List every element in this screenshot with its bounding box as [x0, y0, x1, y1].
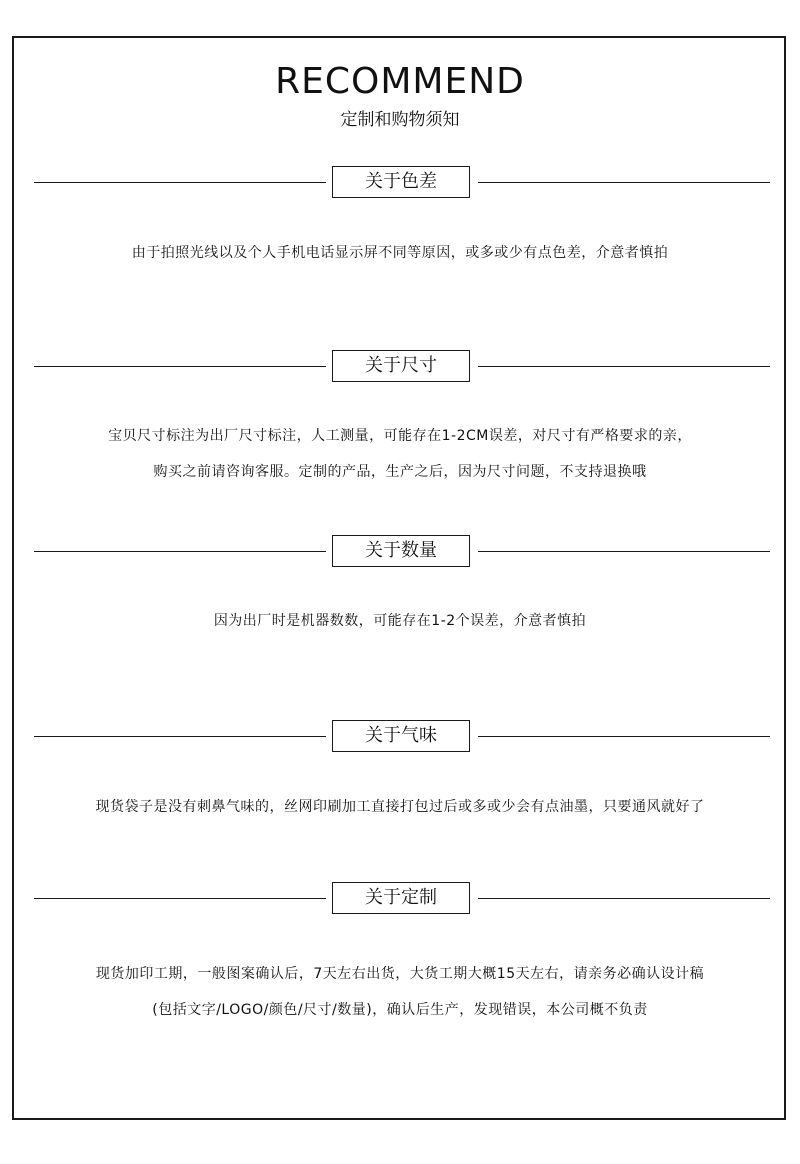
section-heading: 关于定制: [332, 882, 470, 914]
section-text-line: 现货袋子是没有刺鼻气味的，丝网印刷加工直接打包过后或多或少会有点油墨，只要通风就好了: [95, 799, 705, 815]
section-text-line: 由于拍照光线以及个人手机电话显示屏不同等原因，或多或少有点色差，介意者慎拍: [131, 245, 669, 261]
divider-left: [34, 551, 326, 552]
section-body-odor: [24, 789, 776, 825]
section-body-size: [24, 418, 776, 490]
divider-left: [34, 736, 326, 737]
section-text-line: 因为出厂时是机器数数，可能存在1-2个误差，介意者慎拍: [213, 613, 587, 629]
section-text-line: 购买之前请咨询客服。定制的产品，生产之后，因为尺寸问题，不支持退换哦: [153, 464, 647, 480]
section-header-odor: [0, 720, 800, 754]
divider-right: [478, 182, 770, 183]
section-text-line: 宝贝尺寸标注为出厂尺寸标注，人工测量，可能存在1-2CM误差，对尺寸有严格要求的亲，: [108, 428, 692, 444]
section-header-size: [0, 350, 800, 384]
section-header-customization: [0, 882, 800, 916]
page-subtitle: 定制和购物须知: [340, 110, 460, 130]
section-heading: 关于数量: [332, 535, 470, 567]
divider-left: [34, 182, 326, 183]
section-body-color-difference: [24, 235, 776, 271]
divider-left: [34, 898, 326, 899]
section-body-customization: [24, 956, 776, 1028]
section-heading: 关于尺寸: [332, 350, 470, 382]
divider-left: [34, 366, 326, 367]
divider-right: [478, 736, 770, 737]
page-title: RECOMMEND: [275, 61, 525, 102]
section-heading: 关于色差: [332, 166, 470, 198]
section-text-line: 现货加印工期，一般图案确认后，7天左右出货，大货工期大概15天左右，请亲务必确认设计稿: [95, 966, 705, 982]
divider-right: [478, 366, 770, 367]
section-header-color-difference: [0, 166, 800, 200]
section-header-quantity: [0, 535, 800, 569]
divider-right: [478, 898, 770, 899]
section-body-quantity: [24, 603, 776, 639]
divider-right: [478, 551, 770, 552]
section-text-line: (包括文字/LOGO/颜色/尺寸/数量)，确认后生产，发现错误，本公司概不负责: [152, 1002, 648, 1018]
section-heading: 关于气味: [332, 720, 470, 752]
